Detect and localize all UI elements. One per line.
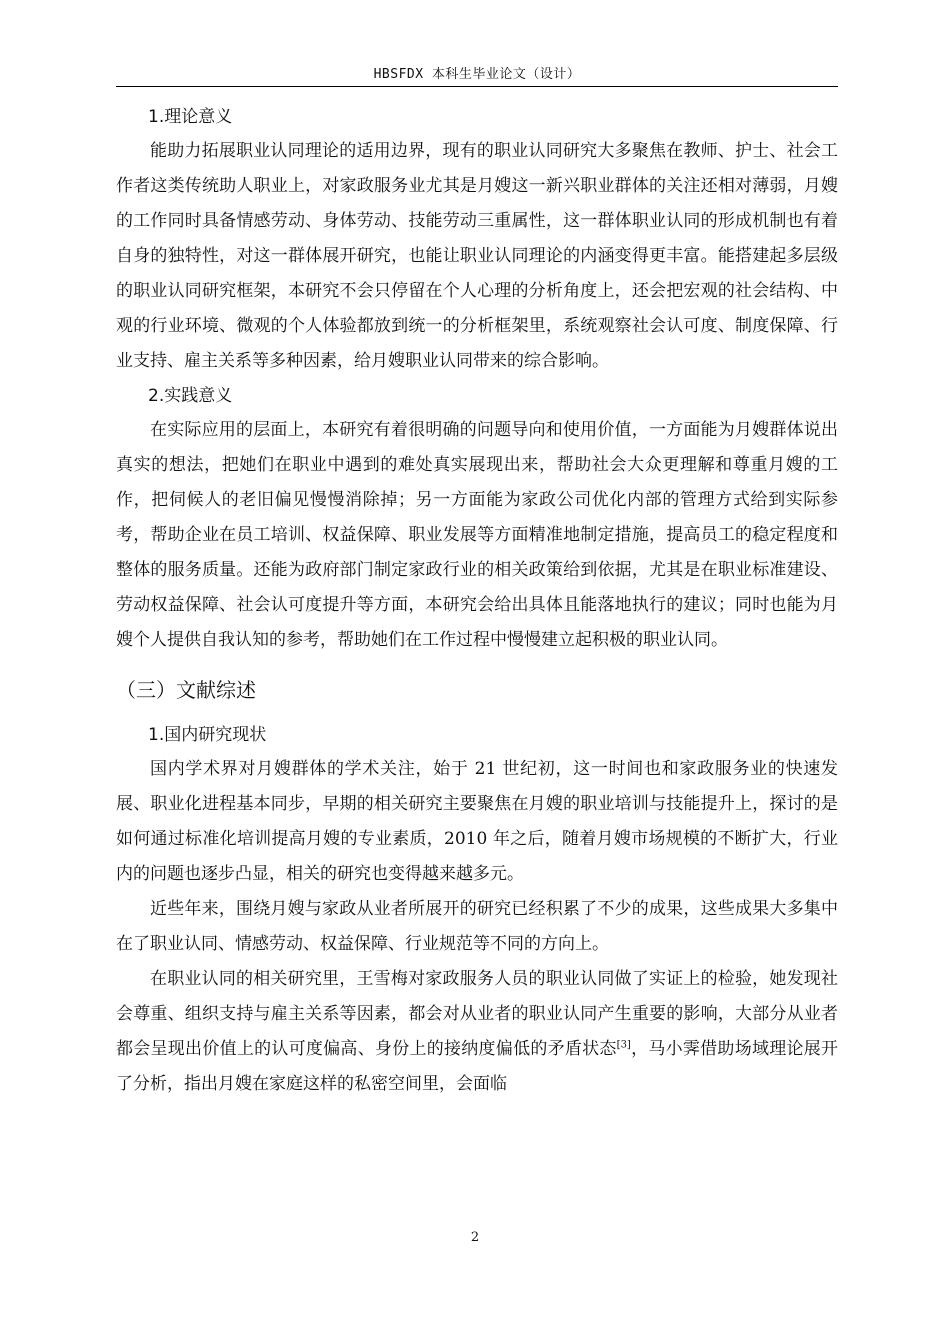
page-header: HBSFDX 本科生毕业论文（设计） (116, 64, 838, 87)
domestic-research-heading: 1.国内研究现状 (148, 725, 267, 745)
theory-heading: 1.理论意义 (148, 107, 233, 127)
practice-heading: 2.实践意义 (148, 386, 233, 406)
domestic-paragraph-3-text-b: ，马小霁借助场域理论展开了分析，指出月嫂在家庭这样的私密空间里，会面临 (116, 1039, 839, 1094)
literature-review-heading: （三）文献综述 (116, 678, 256, 702)
theory-paragraph: 能助力拓展职业认同理论的适用边界，现有的职业认同研究大多聚焦在教师、护士、社会工作者这类传统助人职业上，对家政服务业尤其是月嫂这一新兴职业群体的关注还相对薄弱，月嫂的工作同时具备情感劳动、身体劳动、技能劳动三重属性，这一群体职业认同的形成机制也有着自身的独特性，对这一群体展开研究，也能让职业认同理论的内涵变得更丰富。能搭建起多层级的职业认同研究框架，本研究不会只停留在个人心理的分析角度上，还会把宏观的社会结构、中观的行业环境、微观的个人体验都放到统一的分析框架里，系统观察社会认可度、制度保障、行业支持、雇主关系等多种因素，给月嫂职业认同带来的综合影响。 (116, 141, 838, 371)
domestic-paragraph-1: 国内学术界对月嫂群体的学术关注，始于 21 世纪初，这一时间也和家政服务业的快速发展、职业化进程基本同步，早期的相关研究主要聚焦在月嫂的职业培训与技能提升上，探讨的是如何通过标准化培训提高月嫂的专业素质，2010 年之后，随着月嫂市场规模的不断扩大，行业内的问题也逐步凸显，相关的研究也变得越来越多元。 (116, 759, 838, 884)
document-body (116, 100, 838, 1102)
domestic-paragraph-3 (116, 962, 838, 1102)
page-number: 2 (470, 1230, 480, 1245)
domestic-paragraph-2: 近些年来，围绕月嫂与家政从业者所展开的研究已经积累了不少的成果，这些成果大多集中在了职业认同、情感劳动、权益保障、行业规范等不同的方向上。 (116, 899, 838, 954)
domestic-paragraph-3-text-a: 在职业认同的相关研究里，王雪梅对家政服务人员的职业认同做了实证上的检验，她发现社会尊重、组织支持与雇主关系等因素，都会对从业者的职业认同产生重要的影响，大部分从业者都会呈现出价值上的认可度偏高、身份上的接纳度偏低的矛盾状态 (116, 969, 838, 1059)
citation-marker: [3] (616, 1039, 631, 1051)
practice-paragraph: 在实际应用的层面上，本研究有着很明确的问题导向和使用价值，一方面能为月嫂群体说出真实的想法，把她们在职业中遇到的难处真实展现出来，帮助社会大众更理解和尊重月嫂的工作，把伺候人的老旧偏见慢慢消除掉；另一方面能为家政公司优化内部的管理方式给到实际参考，帮助企业在员工培训、权益保障、职业发展等方面精准地制定措施，提高员工的稳定程度和整体的服务质量。还能为政府部门制定家政行业的相关政策给到依据，尤其是在职业标准建设、劳动权益保障、社会认可度提升等方面，本研究会给出具体且能落地执行的建议；同时也能为月嫂个人提供自我认知的参考，帮助她们在工作过程中慢慢建立起积极的职业认同。 (116, 420, 838, 650)
